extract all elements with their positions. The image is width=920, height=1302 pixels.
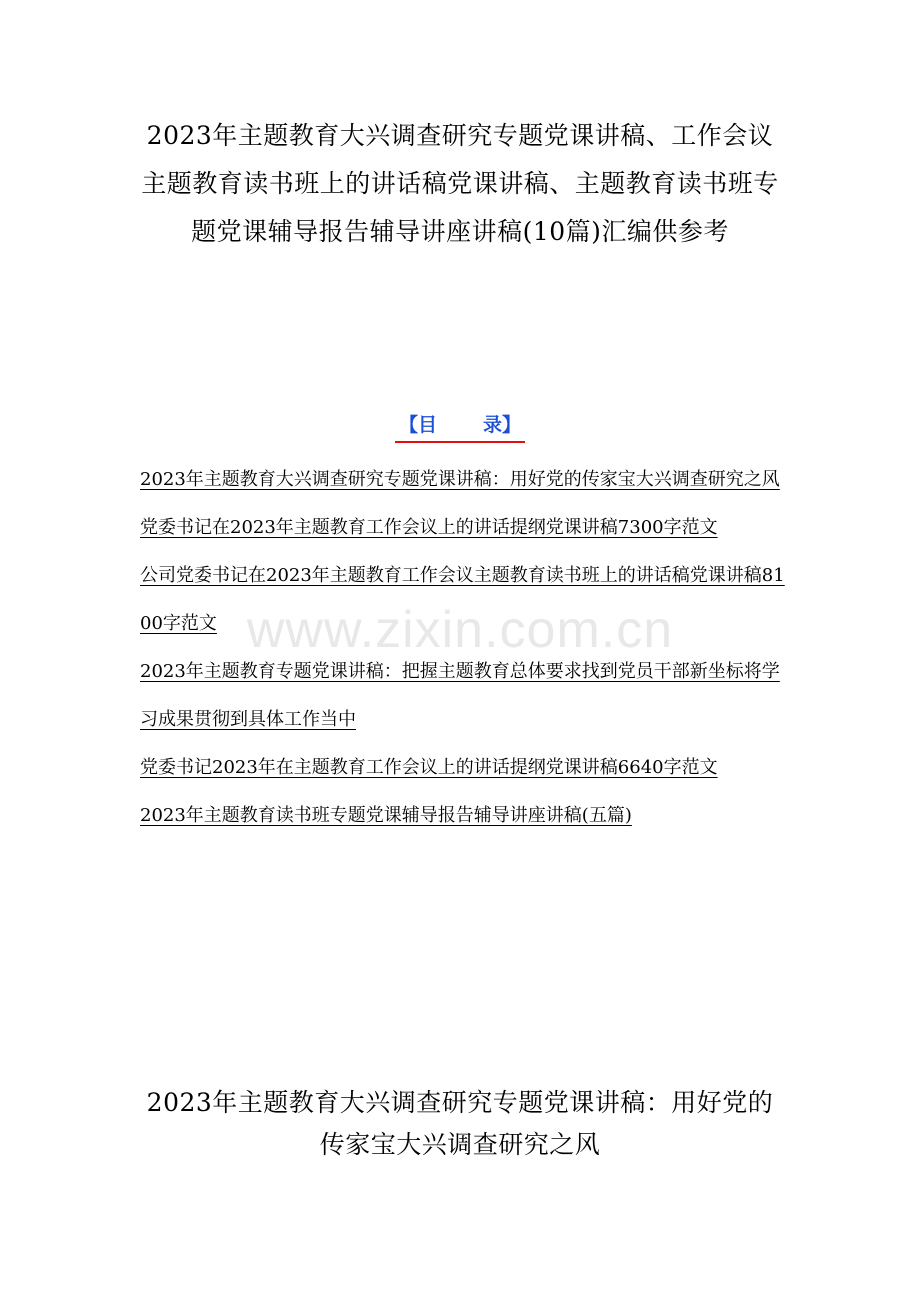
toc-item-6[interactable]: 2023年主题教育读书班专题党课辅导报告辅导讲座讲稿(五篇) [140, 805, 632, 826]
toc-item-1[interactable]: 2023年主题教育大兴调查研究专题党课讲稿：用好党的传家宝大兴调查研究之风 [140, 469, 780, 490]
toc-item-3[interactable]: 公司党委书记在2023年主题教育工作会议主题教育读书班上的讲话稿党课讲稿8100字范文 [140, 565, 785, 634]
watermark: www.zixin.com.cn [246, 601, 674, 659]
toc-item-2[interactable]: 党委书记在2023年主题教育工作会议上的讲话提纲党课讲稿7300字范文 [140, 517, 718, 538]
toc-list [140, 456, 785, 840]
section-title: 2023年主题教育大兴调查研究专题党课讲稿：用好党的传家宝大兴调查研究之风 [146, 1088, 774, 1159]
toc-item-5[interactable]: 党委书记2023年在主题教育工作会议上的讲话提纲党课讲稿6640字范文 [140, 757, 718, 778]
toc-heading-open: 【目 [398, 414, 437, 436]
document-title: 2023年主题教育大兴调查研究专题党课讲稿、工作会议主题教育读书班上的讲话稿党课讲稿、主题教育读书班专题党课辅导报告辅导讲座讲稿(10篇)汇编供参考 [141, 121, 779, 246]
toc-heading-close: 录】 [483, 414, 522, 436]
toc-item-4[interactable]: 2023年主题教育专题党课讲稿：把握主题教育总体要求找到党员干部新坐标将学习成果贯彻到具体工作当中 [140, 661, 780, 730]
toc-heading [395, 410, 525, 443]
